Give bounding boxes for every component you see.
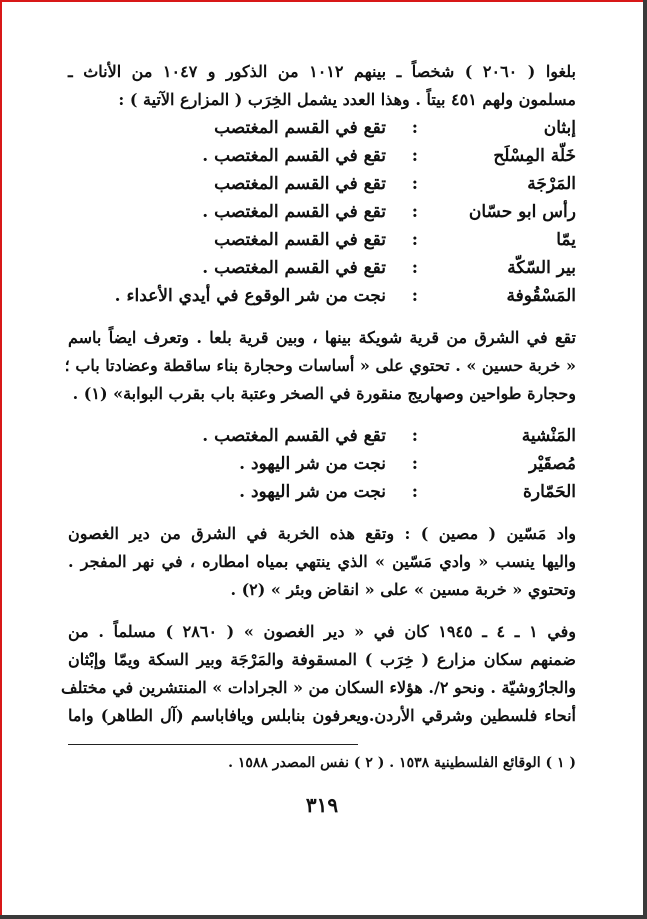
farm-name: خَلّة المِسْلَح: [493, 146, 576, 166]
farm-name: إبثان: [543, 118, 576, 138]
text-line: مسلمون ولهم ٤٥١ بيتاً . وهذا العدد يشمل الخِرَب ( المزارع الآتية ) :: [118, 90, 576, 109]
separator: :: [411, 146, 418, 166]
text-line: وحجارة طواحين وصهاريج منقورة في الصخر وعتبة باب بقرب البوابة» (١) .: [72, 384, 576, 403]
frame-shadow-right: [643, 0, 647, 919]
farm-status: تقع في القسم المغتصب: [214, 174, 386, 194]
footnotes: ( ١ ) الوقائع الفلسطينية ١٥٣٨ . ( ٢ ) نفس المصدر ١٥٨٨ .: [228, 755, 576, 771]
farm-status: نجت من شر اليهود .: [239, 482, 386, 502]
spacer: [68, 604, 576, 618]
list-item: [68, 254, 576, 282]
list-item: [68, 198, 576, 226]
farms-list: [68, 114, 576, 310]
separator: :: [411, 258, 418, 278]
separator: :: [411, 230, 418, 250]
farm-name: المَرْجَة: [527, 174, 576, 194]
farm-name: بير السّكّة: [507, 258, 576, 278]
document-page: [61, 58, 577, 817]
page-number: ٣١٩: [305, 793, 339, 817]
text-line: واد مَسّين ( مصين ) : وتقع هذه الخربة في الشرق من دير الغصون: [68, 524, 576, 543]
paragraph-wadi: [68, 520, 576, 604]
text-line: وتحتوي « خربة مسين » على « انقاض وبئر » (٢) .: [230, 580, 576, 599]
separator: :: [411, 286, 418, 306]
text-line: أنحاء فلسطين وشرقي الأردن.ويعرفون بنابلس ويافاباسم (آل الطاهر) واما: [68, 706, 576, 725]
farm-name: المَنْشية: [521, 426, 576, 446]
list-item: [68, 450, 576, 478]
list-item: [68, 114, 576, 142]
separator: :: [411, 426, 418, 446]
paragraph-census: [61, 618, 577, 730]
footnote-divider: [68, 744, 358, 745]
spacer: [68, 408, 576, 422]
farm-status: تقع في القسم المغتصب: [214, 230, 386, 250]
farm-name: المَسْقُوفة: [506, 286, 576, 306]
separator: :: [411, 118, 418, 138]
separator: :: [411, 482, 418, 502]
farm-status: نجت من شر الوقوع في أيدي الأعداء .: [114, 286, 386, 306]
farm-name: رأس ابو حسّان: [468, 202, 576, 222]
text-line: تقع في الشرق من قرية شويكة بينها ، وبين قرية بلعا . وتعرف ايضاً باسم: [68, 328, 576, 347]
text-line: ضمنهم سكان مزارع ( خِرَب ) المسقوفة والمَرْجَة وبير السكة ويمّا وإبْثان: [68, 650, 576, 669]
text-line: « خربة حسين » . تحتوي على « أساسات وحجارة بناء ساقطة وعضادتا باب ؛: [64, 356, 576, 375]
separator: :: [411, 202, 418, 222]
paragraph-location: [64, 324, 576, 408]
farm-status: تقع في القسم المغتصب .: [202, 202, 386, 222]
separator: :: [411, 454, 418, 474]
list-item: [68, 170, 576, 198]
paragraph-population: [68, 58, 576, 114]
list-item: [68, 282, 576, 310]
text-line: والجارُوشيّة . ونحو ٢/. هؤلاء السكان من « الجرادات » المنتشرين في مختلف: [61, 678, 576, 697]
farm-name: مُصقَيْر: [529, 454, 576, 474]
text-line: وفي ١ ـ ٤ ـ ١٩٤٥ كان في « دير الغصون » ( ٢٨٦٠ ) مسلماً . من: [68, 622, 577, 641]
text-line: بلغوا ( ٢٠٦٠ ) شخصاً ـ بينهم ١٠١٢ من الذكور و ١٠٤٧ من الأناث ـ: [68, 62, 577, 81]
separator: :: [411, 174, 418, 194]
farms-list-2: [68, 422, 576, 506]
farm-status: نجت من شر اليهود .: [239, 454, 386, 474]
list-item: [68, 422, 576, 450]
farm-status: تقع في القسم المغتصب: [214, 118, 386, 138]
text-line: واليها ينسب « وادي مَسّين » الذي ينتهي بمياه امطاره ، في نهر المفجر .: [68, 552, 576, 571]
spacer: [68, 506, 576, 520]
farm-status: تقع في القسم المغتصب .: [202, 146, 386, 166]
farm-name: يمّا: [556, 230, 576, 250]
list-item: [68, 142, 576, 170]
frame-shadow-bottom: [0, 915, 647, 919]
farm-name: الحَمّارة: [522, 482, 576, 502]
list-item: [68, 478, 576, 506]
farm-status: تقع في القسم المغتصب .: [202, 258, 386, 278]
farm-status: تقع في القسم المغتصب .: [202, 426, 386, 446]
list-item: [68, 226, 576, 254]
spacer: [68, 310, 576, 324]
